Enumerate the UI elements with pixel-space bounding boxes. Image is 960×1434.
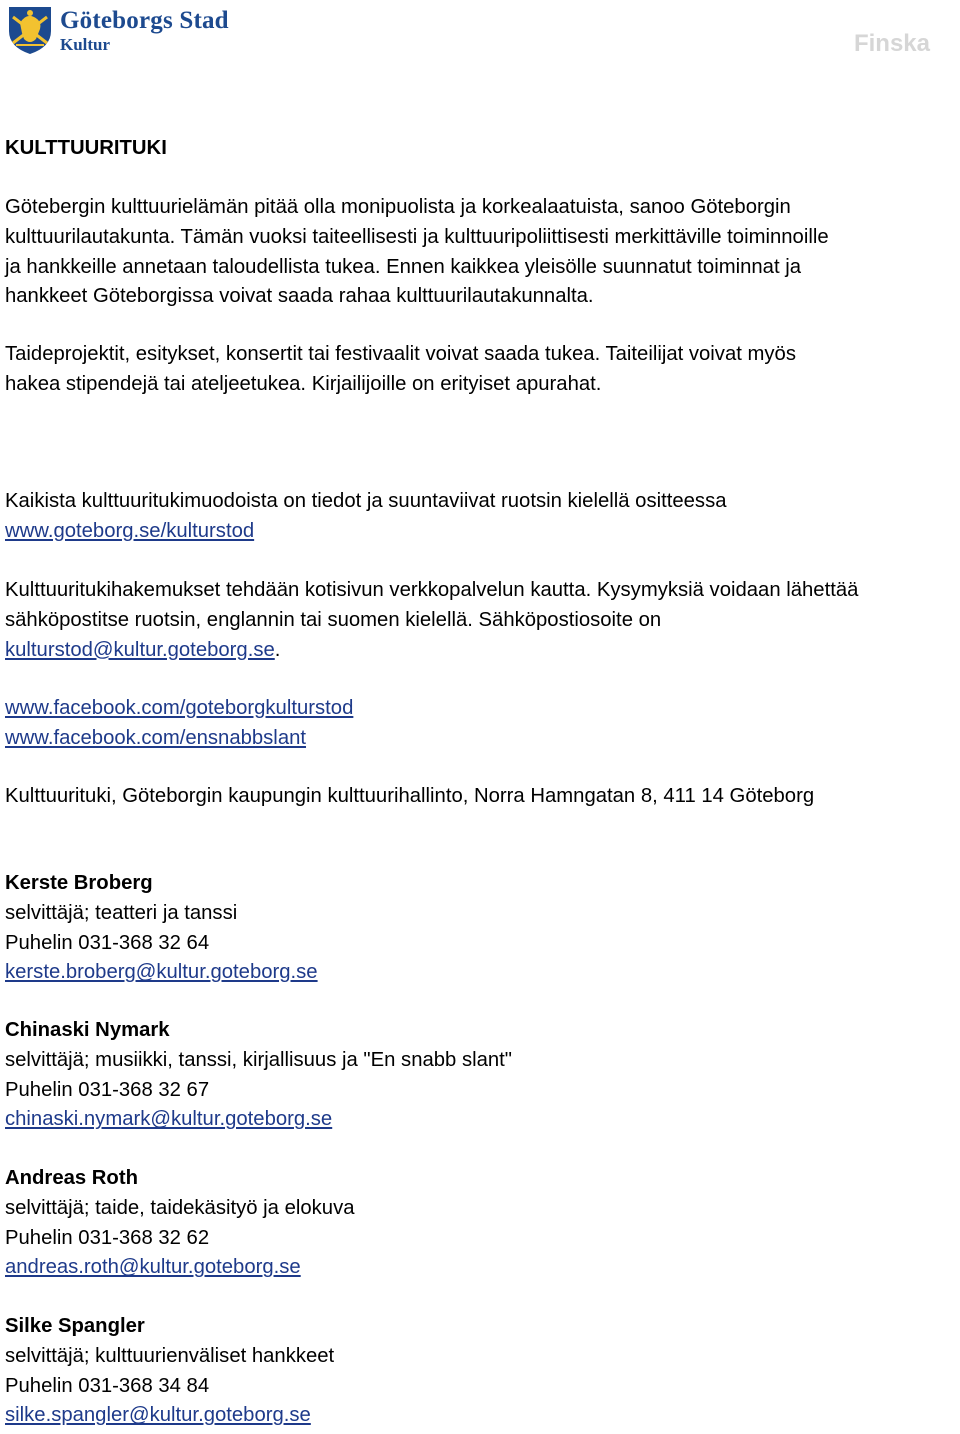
application-paragraph [5,576,956,665]
contact-phone: Puhelin 031-368 32 67 [5,1078,210,1101]
contact-phone: Puhelin 031-368 34 84 [5,1374,210,1397]
contact-card [5,1312,956,1431]
paragraph-line: hankkeet Göteborgissa voivat saada rahaa kulttuurilautakunnalta. [5,285,594,308]
contact-card [5,1164,956,1283]
language-label: Finska [853,30,930,57]
facebook-link-kulturstod[interactable]: www.facebook.com/goteborgkulturstod [5,697,354,719]
contact-role: selvittäjä; taide, taidekäsityö ja elokuva [5,1196,355,1219]
contact-card [5,1016,956,1135]
contact-role: selvittäjä; teatteri ja tanssi [5,901,238,924]
contact-name: Andreas Roth [5,1167,138,1189]
contact-email-link[interactable]: andreas.roth@kultur.goteborg.se [5,1256,301,1279]
facebook-link-ensnabbslant[interactable]: www.facebook.com/ensnabbslant [5,726,307,749]
facebook-links [5,694,956,754]
coat-of-arms-icon [6,5,54,55]
intro-paragraph [5,193,956,312]
support-types-paragraph [5,340,956,400]
paragraph-line: ja hankkeille annetaan taloudellista tukea. Ennen kaikkea yleisölle suunnatut toiminnat ja [5,255,801,278]
contact-email-link[interactable]: silke.spangler@kultur.goteborg.se [5,1404,311,1427]
paragraph-line: sähköpostitse ruotsin, englannin tai suomen kielellä. Sähköpostiosoite on [5,608,662,631]
address: Kulttuurituki, Göteborgin kaupungin kulttuurihallinto, Norra Hamngatan 8, 411 14 Göteborg [5,785,815,807]
contact-name: Kerste Broberg [5,872,153,894]
paragraph-line: Kulttuuritukihakemukset tehdään kotisivun verkkopalvelun kautta. Kysymyksiä voidaan lähettää [5,579,859,601]
paragraph-line: Götebergin kulttuurielämän pitää olla monipuolista ja korkealaatuista, sanoo Göteborgin [5,196,791,218]
email-suffix: . [274,638,281,661]
contact-role: selvittäjä; kulttuurienväliset hankkeet [5,1344,335,1367]
goteborgs-stad-logo [6,4,229,56]
contact-role: selvittäjä; musiikki, tanssi, kirjallisuus ja "En snabb slant" [5,1048,512,1071]
page-title: KULTTUURITUKI [5,137,167,159]
department-name: Kultur [60,34,111,54]
contact-phone: Puhelin 031-368 32 64 [5,931,210,954]
contact-email-link[interactable]: chinaski.nymark@kultur.goteborg.se [5,1108,333,1131]
org-name: Göteborgs Stad [60,6,229,34]
paragraph-line: hakea stipendejä tai ateljeetukea. Kirjailijoille on erityiset apurahat. [5,372,602,395]
contact-name: Silke Spangler [5,1315,145,1337]
paragraph-line: Taideprojektit, esitykset, konsertit tai festivaalit voivat saada tukea. Taiteilijat voivat myös [5,343,796,365]
contact-email-link[interactable]: kerste.broberg@kultur.goteborg.se [5,961,318,984]
kulturstod-email-link[interactable]: kulturstod@kultur.goteborg.se [5,638,275,661]
contact-phone: Puhelin 031-368 32 62 [5,1226,210,1249]
kulturstod-link[interactable]: www.goteborg.se/kulturstod [5,519,255,542]
paragraph-line: kulttuurilautakunta. Tämän vuoksi taiteellisesti ja kulttuuripoliittisesti merkittäville toiminnoille [5,225,829,248]
contact-name: Chinaski Nymark [5,1019,170,1041]
info-paragraph [5,487,956,547]
contact-card [5,869,956,988]
paragraph-line: Kaikista kulttuuritukimuodoista on tiedot ja suuntaviivat ruotsin kielellä ositteessa [5,490,727,512]
